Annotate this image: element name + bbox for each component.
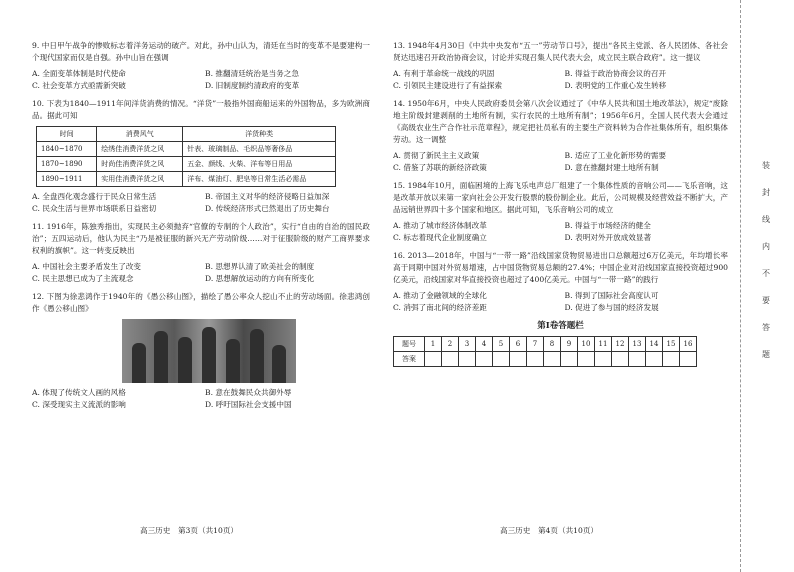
option-a: A. 有利于革命统一战线的巩固: [393, 69, 495, 78]
option-c: C. 民主思想已成为了主流观念: [32, 274, 134, 283]
table-row: [394, 337, 697, 352]
binding-char: 装: [762, 161, 770, 170]
option-a: A. 全盘西化观念盛行于民众日常生活: [32, 192, 157, 201]
answer-sheet-title: 第Ⅰ卷答题栏: [537, 321, 584, 331]
answer-cell[interactable]: [476, 352, 493, 367]
question-number: 5: [493, 337, 510, 352]
binding-char: 封: [762, 188, 770, 197]
table-row: [394, 352, 697, 367]
question-10: [32, 98, 370, 215]
option-c: C. 标志着现代企业制度确立: [393, 233, 487, 242]
option-b: B. 推翻清廷统治是当务之急: [205, 69, 299, 78]
option-b: B. 得益于市场经济的健全: [564, 221, 651, 230]
table-cell: 绘绣佳消费洋货之风: [97, 142, 183, 157]
question-stem: 12. 下图为徐悲鸿作于1940年的《愚公移山图》，描绘了愚公率众人挖山不止的劳动场面。徐悲鸿创作《愚公移山图》: [32, 292, 370, 313]
question-number: 10: [578, 337, 595, 352]
option-c: C. 引领民主建设进行了有益探索: [393, 81, 503, 90]
painting-image: [122, 319, 296, 383]
question-stem: 9. 中日甲午战争的惨败标志着洋务运动的破产。对此，孙中山认为，清廷在当时的变革不是要建构一个现代国家而仅是自强。孙中山旨在强调: [32, 41, 370, 62]
table-cell: 1840~1870: [37, 142, 97, 157]
question-number: 12: [612, 337, 629, 352]
answer-cell[interactable]: [544, 352, 561, 367]
option-a: A. 推动了金融领域的全球化: [393, 291, 487, 300]
answer-cell[interactable]: [561, 352, 578, 367]
question-9: [32, 40, 370, 92]
question-number: 6: [510, 337, 527, 352]
page-footer-left: 高三历史 第3页（共10页）: [140, 526, 239, 535]
table-header: 消费风气: [97, 127, 183, 142]
option-c: C. 社会变革方式亟需新突破: [32, 81, 126, 90]
question-stem: 11. 1916年，陈独秀指出，实现民主必须抛弃“官僚的专制的个人政治”，实行“自由的自治的国民政治”；五四运动后，他认为民主“乃是被征服的新兴无产劳动阶级……对于征服阶级的财产工商界要求权利的旗帜”。这一转变反映出: [32, 222, 370, 255]
options: [393, 290, 728, 314]
options: [32, 261, 370, 285]
table-cell: 洋布、煤油灯、肥皂等日常生活必需品: [183, 172, 336, 187]
question-number: 9: [561, 337, 578, 352]
options: [32, 191, 370, 215]
option-c: C. 民众生活与世界市场联系日益密切: [32, 204, 157, 213]
row-label: 答案: [394, 352, 425, 367]
question-12: [32, 291, 370, 411]
table-cell: 1890~1911: [37, 172, 97, 187]
option-b: B. 得益于政治协商会议的召开: [564, 69, 667, 78]
question-11: [32, 221, 370, 285]
question-14: [393, 98, 728, 174]
answer-cell[interactable]: [442, 352, 459, 367]
answer-cell[interactable]: [510, 352, 527, 367]
question-stem: 10. 下表为1840—1911年间洋货消费的情况。“洋货”一般指外国商船运来的外国物品，多为欧洲商品。据此可知: [32, 99, 370, 120]
answer-cell[interactable]: [425, 352, 442, 367]
option-a: A. 贯彻了新民主主义政策: [393, 151, 480, 160]
table-cell: 时尚佳消费洋货之风: [97, 157, 183, 172]
question-number: 3: [459, 337, 476, 352]
question-number: 15: [663, 337, 680, 352]
left-page: [32, 40, 370, 417]
answer-table: [393, 336, 697, 367]
answer-cell[interactable]: [578, 352, 595, 367]
table-header: 洋货种类: [183, 127, 336, 142]
option-d: D. 传统经济形式已然退出了历史舞台: [205, 204, 330, 213]
option-d: D. 呼吁国际社会支援中国: [205, 400, 292, 409]
answer-cell[interactable]: [663, 352, 680, 367]
question-number: 1: [425, 337, 442, 352]
answer-cell[interactable]: [646, 352, 663, 367]
table-row: [37, 142, 336, 157]
question-16: [393, 250, 728, 314]
option-c: C. 消弭了南北间的经济差距: [393, 303, 487, 312]
question-15: [393, 180, 728, 244]
question-number: 7: [527, 337, 544, 352]
row-label: 题号: [394, 337, 425, 352]
table-cell: 1870~1890: [37, 157, 97, 172]
option-d: D. 旧制度制约清政府的变革: [205, 81, 300, 90]
option-d: D. 表明党的工作重心发生转移: [564, 81, 667, 90]
question-number: 11: [595, 337, 612, 352]
answer-cell[interactable]: [459, 352, 476, 367]
answer-cell[interactable]: [493, 352, 510, 367]
option-a: A. 全面变革体制是时代使命: [32, 69, 126, 78]
option-d: D. 促进了参与国的经济发展: [564, 303, 659, 312]
question-number: 4: [476, 337, 493, 352]
option-a: A. 中国社会主要矛盾发生了改变: [32, 262, 142, 271]
table-cell: 针表、玻璃制品、毛织品等奢侈品: [183, 142, 336, 157]
option-d: D. 表明对外开放成效显著: [564, 233, 652, 242]
option-d: D. 意在推翻封建土地所有制: [564, 163, 659, 172]
question-stem: 16. 2013—2018年，中国与“一带一路”沿线国家货物贸易进出口总额超过6万亿美元，年均增长率高于同期中国对外贸易增速，占中国货物贸易总额的27.4%；中国企业对沿线国家直接投资超过900亿美元，沿线国家对华直接投资也超过了400亿美元。中国与“一带一路”的践行: [393, 251, 728, 284]
table-row: [37, 172, 336, 187]
binding-char: 线: [762, 215, 770, 224]
binding-char: 不: [762, 269, 770, 278]
options: [393, 220, 728, 244]
option-b: B. 得到了国际社会高度认可: [564, 291, 659, 300]
binding-char: 答: [762, 323, 770, 332]
binding-char: 内: [762, 242, 770, 251]
answer-cell[interactable]: [595, 352, 612, 367]
options: [32, 68, 370, 92]
answer-cell[interactable]: [680, 352, 697, 367]
options: [393, 68, 728, 92]
option-a: A. 体现了传统文人画的风格: [32, 388, 126, 397]
table-cell: 实用佳消费洋货之风: [97, 172, 183, 187]
table-header: 时间: [37, 127, 97, 142]
right-page: [393, 40, 728, 367]
question-number: 8: [544, 337, 561, 352]
options: [32, 387, 370, 411]
option-b: B. 帝国主义对华的经济侵略日益加深: [205, 192, 330, 201]
option-a: A. 推动了城市经济体制改革: [393, 221, 487, 230]
option-b: B. 适应了工业化新形势的需要: [564, 151, 667, 160]
option-b: B. 思想界认清了欧美社会的制度: [205, 262, 315, 271]
page-footer-right: 高三历史 第4页（共10页）: [500, 526, 599, 535]
question-number: 2: [442, 337, 459, 352]
binding-line: [740, 0, 742, 572]
binding-char: 题: [762, 350, 770, 359]
option-d: D. 思想解放运动的方向有所变化: [205, 274, 315, 283]
question-stem: 13. 1948年4月30日《中共中央发布“五一”劳动节口号》，提出“各民主党派、各人民团体、各社会贤达迅速召开政治协商会议，讨论并实现召集人民代表大会，成立民主联合政府”。这一提议: [393, 41, 728, 62]
answer-cell[interactable]: [612, 352, 629, 367]
question-number: 16: [680, 337, 697, 352]
table-cell: 五金、颜线、火柴、洋布等日用品: [183, 157, 336, 172]
option-c: C. 深受现实主义流派的影响: [32, 400, 126, 409]
binding-notice: [760, 160, 772, 376]
option-b: B. 意在鼓舞民众共御外辱: [205, 388, 292, 397]
consumption-table: [36, 126, 336, 187]
question-13: [393, 40, 728, 92]
table-row: [37, 157, 336, 172]
options: [393, 150, 728, 174]
question-stem: 14. 1950年6月，中央人民政府委员会第八次会议通过了《中华人民共和国土地改革法》，规定“废除地主阶级封建剥削的土地所有制，实行农民的土地所有制”；1956年6月，全国人民代表大会通过《高级农业生产合作社示范章程》，规定把社员私有的主要生产资料转为合作社集体所有，组织集体劳动。这一调整: [393, 99, 728, 144]
question-number: 13: [629, 337, 646, 352]
answer-cell[interactable]: [527, 352, 544, 367]
option-c: C. 借鉴了苏联的新经济政策: [393, 163, 487, 172]
question-stem: 15. 1984年10月，面临困境的上海飞乐电声总厂组建了一个集体性质的音响公司——飞乐音响，这是改革开放以来第一家向社会公开发行股票的股份制企业。此后，公司规模及经营效益不断扩大，产品远销世界四十多个国家和地区。据此可知，飞乐音响公司的成立: [393, 181, 728, 214]
question-number: 14: [646, 337, 663, 352]
binding-char: 要: [762, 296, 770, 305]
answer-cell[interactable]: [629, 352, 646, 367]
